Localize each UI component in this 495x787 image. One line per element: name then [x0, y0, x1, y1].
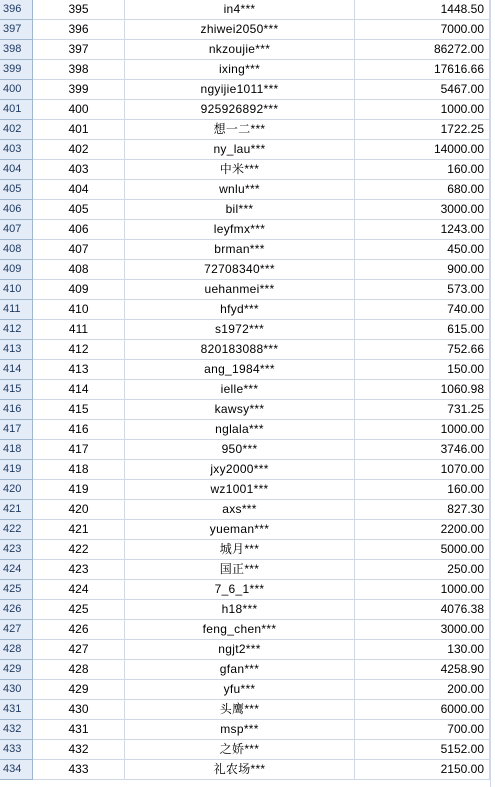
amount-cell[interactable]: 1243.00 — [355, 220, 490, 240]
table-row — [0, 700, 495, 720]
index-cell[interactable]: 431 — [33, 720, 125, 740]
index-cell[interactable]: 432 — [33, 740, 125, 760]
amount-cell[interactable]: 680.00 — [355, 180, 490, 200]
index-cell[interactable]: 408 — [33, 260, 125, 280]
username-cell[interactable]: ny_lau*** — [125, 140, 355, 160]
amount-cell[interactable]: 3746.00 — [355, 440, 490, 460]
table-row — [0, 620, 495, 640]
table-row — [0, 180, 495, 200]
amount-cell[interactable]: 3000.00 — [355, 200, 490, 220]
index-cell[interactable]: 425 — [33, 600, 125, 620]
table-row — [0, 100, 495, 120]
row-header[interactable]: 421 — [0, 500, 33, 520]
index-cell[interactable]: 400 — [33, 100, 125, 120]
table-row — [0, 680, 495, 700]
row-header[interactable]: 424 — [0, 560, 33, 580]
amount-cell[interactable]: 130.00 — [355, 640, 490, 660]
username-cell[interactable]: ngyijie1011*** — [125, 80, 355, 100]
table-row — [0, 760, 495, 780]
grid-right-edge — [490, 0, 495, 787]
index-cell[interactable]: 418 — [33, 460, 125, 480]
row-header[interactable]: 405 — [0, 180, 33, 200]
index-cell[interactable]: 398 — [33, 60, 125, 80]
row-header[interactable]: 398 — [0, 40, 33, 60]
amount-cell[interactable]: 2150.00 — [355, 760, 490, 780]
amount-cell[interactable]: 4258.90 — [355, 660, 490, 680]
table-row — [0, 360, 495, 380]
table-row — [0, 520, 495, 540]
table-row — [0, 660, 495, 680]
username-cell[interactable]: msp*** — [125, 720, 355, 740]
amount-cell[interactable]: 160.00 — [355, 160, 490, 180]
row-header[interactable]: 409 — [0, 260, 33, 280]
table-row — [0, 540, 495, 560]
table-row — [0, 240, 495, 260]
table-row — [0, 220, 495, 240]
username-cell[interactable]: gfan*** — [125, 660, 355, 680]
amount-cell[interactable]: 827.30 — [355, 500, 490, 520]
index-cell[interactable]: 427 — [33, 640, 125, 660]
index-cell[interactable]: 403 — [33, 160, 125, 180]
index-cell[interactable]: 413 — [33, 360, 125, 380]
amount-cell[interactable]: 1000.00 — [355, 580, 490, 600]
table-row — [0, 320, 495, 340]
row-header[interactable]: 397 — [0, 20, 33, 40]
username-cell[interactable]: 925926892*** — [125, 100, 355, 120]
username-cell[interactable]: bil*** — [125, 200, 355, 220]
amount-cell[interactable]: 1000.00 — [355, 420, 490, 440]
index-cell[interactable]: 401 — [33, 120, 125, 140]
table-row — [0, 280, 495, 300]
username-cell[interactable]: ngjt2*** — [125, 640, 355, 660]
username-cell[interactable]: 72708340*** — [125, 260, 355, 280]
row-header[interactable]: 434 — [0, 760, 33, 780]
table-row — [0, 120, 495, 140]
index-cell[interactable]: 423 — [33, 560, 125, 580]
table-row — [0, 600, 495, 620]
row-header[interactable]: 410 — [0, 280, 33, 300]
amount-cell[interactable]: 700.00 — [355, 720, 490, 740]
username-cell[interactable]: jxy2000*** — [125, 460, 355, 480]
table-row — [0, 740, 495, 760]
row-header[interactable]: 403 — [0, 140, 33, 160]
username-cell[interactable]: 之娇*** — [125, 740, 355, 760]
row-header[interactable]: 417 — [0, 420, 33, 440]
username-cell[interactable]: ixing*** — [125, 60, 355, 80]
username-cell[interactable]: wnlu*** — [125, 180, 355, 200]
username-cell[interactable]: uehanmei*** — [125, 280, 355, 300]
index-cell[interactable]: 429 — [33, 680, 125, 700]
index-cell[interactable]: 416 — [33, 420, 125, 440]
table-row — [0, 580, 495, 600]
index-cell[interactable]: 395 — [33, 0, 125, 20]
row-header[interactable]: 400 — [0, 80, 33, 100]
username-cell[interactable]: ielle*** — [125, 380, 355, 400]
index-cell[interactable]: 409 — [33, 280, 125, 300]
row-header[interactable]: 422 — [0, 520, 33, 540]
index-cell[interactable]: 430 — [33, 700, 125, 720]
row-header[interactable]: 428 — [0, 640, 33, 660]
username-cell[interactable]: 头鹰*** — [125, 700, 355, 720]
amount-cell[interactable]: 2200.00 — [355, 520, 490, 540]
amount-cell[interactable]: 1448.50 — [355, 0, 490, 20]
index-cell[interactable]: 426 — [33, 620, 125, 640]
row-header[interactable]: 427 — [0, 620, 33, 640]
table-row — [0, 380, 495, 400]
amount-cell[interactable]: 573.00 — [355, 280, 490, 300]
index-cell[interactable]: 428 — [33, 660, 125, 680]
amount-cell[interactable]: 4076.38 — [355, 600, 490, 620]
table-row — [0, 0, 495, 20]
index-cell[interactable]: 406 — [33, 220, 125, 240]
table-row — [0, 560, 495, 580]
row-header[interactable]: 399 — [0, 60, 33, 80]
row-header[interactable]: 402 — [0, 120, 33, 140]
username-cell[interactable]: 820183088*** — [125, 340, 355, 360]
row-header[interactable]: 433 — [0, 740, 33, 760]
table-row — [0, 40, 495, 60]
row-header[interactable]: 429 — [0, 660, 33, 680]
table-row — [0, 20, 495, 40]
username-cell[interactable]: yfu*** — [125, 680, 355, 700]
table-row — [0, 300, 495, 320]
username-cell[interactable]: ang_1984*** — [125, 360, 355, 380]
username-cell[interactable]: s1972*** — [125, 320, 355, 340]
amount-cell[interactable]: 740.00 — [355, 300, 490, 320]
amount-cell[interactable]: 1060.98 — [355, 380, 490, 400]
amount-cell[interactable]: 150.00 — [355, 360, 490, 380]
amount-cell[interactable]: 3000.00 — [355, 620, 490, 640]
username-cell[interactable]: hfyd*** — [125, 300, 355, 320]
amount-cell[interactable]: 1722.25 — [355, 120, 490, 140]
index-cell[interactable]: 421 — [33, 520, 125, 540]
index-cell[interactable]: 420 — [33, 500, 125, 520]
index-cell[interactable]: 397 — [33, 40, 125, 60]
index-cell[interactable]: 412 — [33, 340, 125, 360]
table-row — [0, 160, 495, 180]
table-row — [0, 80, 495, 100]
index-cell[interactable]: 396 — [33, 20, 125, 40]
username-cell[interactable]: kawsy*** — [125, 400, 355, 420]
table-row — [0, 480, 495, 500]
index-cell[interactable]: 419 — [33, 480, 125, 500]
index-cell[interactable]: 414 — [33, 380, 125, 400]
username-cell[interactable]: 7_6_1*** — [125, 580, 355, 600]
row-header[interactable]: 419 — [0, 460, 33, 480]
username-cell[interactable]: wz1001*** — [125, 480, 355, 500]
row-header[interactable]: 401 — [0, 100, 33, 120]
index-cell[interactable]: 411 — [33, 320, 125, 340]
username-cell[interactable]: h18*** — [125, 600, 355, 620]
row-header[interactable]: 415 — [0, 380, 33, 400]
amount-cell[interactable]: 14000.00 — [355, 140, 490, 160]
username-cell[interactable]: 国正*** — [125, 560, 355, 580]
row-header[interactable]: 404 — [0, 160, 33, 180]
username-cell[interactable]: feng_chen*** — [125, 620, 355, 640]
username-cell[interactable]: nglala*** — [125, 420, 355, 440]
username-cell[interactable]: nkzoujie*** — [125, 40, 355, 60]
row-header[interactable]: 412 — [0, 320, 33, 340]
row-header[interactable]: 396 — [0, 0, 33, 20]
username-cell[interactable]: 礼农场*** — [125, 760, 355, 780]
index-cell[interactable]: 410 — [33, 300, 125, 320]
index-cell[interactable]: 417 — [33, 440, 125, 460]
amount-cell[interactable]: 17616.66 — [355, 60, 490, 80]
username-cell[interactable]: 想一二*** — [125, 120, 355, 140]
amount-cell[interactable]: 200.00 — [355, 680, 490, 700]
amount-cell[interactable]: 5000.00 — [355, 540, 490, 560]
row-header[interactable]: 411 — [0, 300, 33, 320]
table-row — [0, 720, 495, 740]
amount-cell[interactable]: 160.00 — [355, 480, 490, 500]
table-row — [0, 60, 495, 80]
row-header[interactable]: 408 — [0, 240, 33, 260]
index-cell[interactable]: 407 — [33, 240, 125, 260]
row-header[interactable]: 406 — [0, 200, 33, 220]
table-row — [0, 640, 495, 660]
table-row — [0, 500, 495, 520]
amount-cell[interactable]: 1000.00 — [355, 100, 490, 120]
table-row — [0, 340, 495, 360]
table-row — [0, 460, 495, 480]
index-cell[interactable]: 424 — [33, 580, 125, 600]
amount-cell[interactable]: 752.66 — [355, 340, 490, 360]
amount-cell[interactable]: 450.00 — [355, 240, 490, 260]
username-cell[interactable]: 中米*** — [125, 160, 355, 180]
username-cell[interactable]: zhiwei2050*** — [125, 20, 355, 40]
username-cell[interactable]: in4*** — [125, 0, 355, 20]
index-cell[interactable]: 405 — [33, 200, 125, 220]
table-row — [0, 440, 495, 460]
row-header[interactable]: 414 — [0, 360, 33, 380]
username-cell[interactable]: leyfmx*** — [125, 220, 355, 240]
row-header[interactable]: 425 — [0, 580, 33, 600]
index-cell[interactable]: 415 — [33, 400, 125, 420]
amount-cell[interactable]: 1070.00 — [355, 460, 490, 480]
table-row — [0, 260, 495, 280]
username-cell[interactable]: 950*** — [125, 440, 355, 460]
username-cell[interactable]: brman*** — [125, 240, 355, 260]
index-cell[interactable]: 433 — [33, 760, 125, 780]
amount-cell[interactable]: 731.25 — [355, 400, 490, 420]
index-cell[interactable]: 402 — [33, 140, 125, 160]
index-cell[interactable]: 404 — [33, 180, 125, 200]
username-cell[interactable]: yueman*** — [125, 520, 355, 540]
amount-cell[interactable]: 6000.00 — [355, 700, 490, 720]
table-row — [0, 140, 495, 160]
amount-cell[interactable]: 615.00 — [355, 320, 490, 340]
username-cell[interactable]: 城月*** — [125, 540, 355, 560]
amount-cell[interactable]: 5467.00 — [355, 80, 490, 100]
row-header[interactable]: 420 — [0, 480, 33, 500]
table-row — [0, 400, 495, 420]
table-row — [0, 420, 495, 440]
row-header[interactable]: 413 — [0, 340, 33, 360]
row-header[interactable]: 407 — [0, 220, 33, 240]
index-cell[interactable]: 422 — [33, 540, 125, 560]
amount-cell[interactable]: 250.00 — [355, 560, 490, 580]
username-cell[interactable]: axs*** — [125, 500, 355, 520]
amount-cell[interactable]: 900.00 — [355, 260, 490, 280]
amount-cell[interactable]: 5152.00 — [355, 740, 490, 760]
amount-cell[interactable]: 7000.00 — [355, 20, 490, 40]
table-row — [0, 200, 495, 220]
index-cell[interactable]: 399 — [33, 80, 125, 100]
row-header[interactable]: 418 — [0, 440, 33, 460]
row-header[interactable]: 423 — [0, 540, 33, 560]
row-header[interactable]: 432 — [0, 720, 33, 740]
row-header[interactable]: 431 — [0, 700, 33, 720]
row-header[interactable]: 430 — [0, 680, 33, 700]
row-header[interactable]: 416 — [0, 400, 33, 420]
amount-cell[interactable]: 86272.00 — [355, 40, 490, 60]
row-header[interactable]: 426 — [0, 600, 33, 620]
